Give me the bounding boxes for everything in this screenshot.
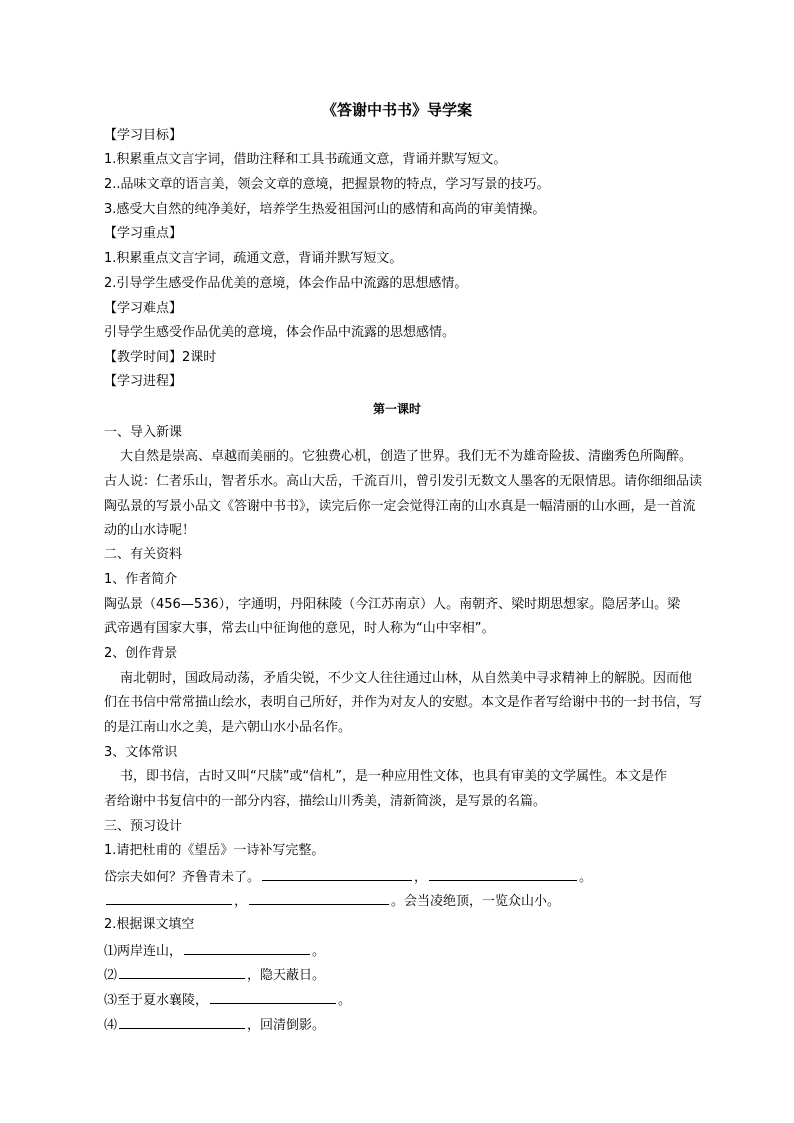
punctuation: 。 [579, 870, 593, 885]
answer-blank[interactable] [210, 990, 336, 1004]
poem-line-2 [104, 891, 560, 911]
poem-text: 岱宗夫如何？齐鲁青未了。 [104, 870, 261, 885]
key-points-heading: 【学习重点】 [104, 226, 183, 241]
fill-item [104, 1015, 325, 1035]
punctuation: ， [414, 870, 428, 885]
key-point-item: 2.引导学生感受作品优美的意境，体会作品中流露的思想感情。 [104, 276, 468, 291]
subsection-heading: 3、文体常识 [104, 745, 178, 760]
fill-suffix: ，隐天蔽日。 [247, 968, 326, 983]
process-heading: 【学习进程】 [104, 374, 183, 389]
answer-blank[interactable] [119, 1015, 245, 1029]
answer-blank[interactable] [106, 891, 232, 905]
difficulty-text: 引导学生感受作品优美的意境，体会作品中流露的思想感情。 [104, 325, 456, 340]
background-line: 南北朝时，国政局动荡，矛盾尖锐，不少文人往往通过山林，从自然美中寻求精神上的解脱。因而他 [120, 671, 693, 686]
poem-text: 。会当凌绝顶，一览众山小。 [391, 894, 561, 909]
subsection-heading: 2、创作背景 [104, 646, 178, 661]
objective-item: 3.感受大自然的纯净美好，培养学生热爱祖国河山的感情和高尚的审美情操。 [104, 202, 546, 217]
author-line: 陶弘景（456—536），字通明，丹阳秣陵（今江苏南京）人。南朝齐、梁时期思想家。隐居茅山。梁 [104, 597, 681, 612]
fill-prefix: ⑵ [104, 968, 118, 983]
objective-item: 2..品味文章的语言美，领会文章的意境，把握景物的特点，学习写景的技巧。 [104, 177, 550, 192]
intro-line: 动的山水诗呢！ [104, 523, 196, 538]
intro-line: 陶弘景的写景小品文《答谢中书书》，读完后你一定会觉得江南的山水真是一幅清丽的山水画，是一首流 [104, 499, 696, 514]
objective-item: 1.积累重点文言字词，借助注释和工具书疏通文意，背诵并默写短文。 [104, 152, 507, 167]
fill-prefix: ⑶至于夏水襄陵， [104, 993, 209, 1008]
subsection-heading: 1、作者简介 [104, 572, 178, 587]
teaching-time: 【教学时间】2课时 [104, 350, 217, 365]
punctuation: ， [234, 894, 248, 909]
objectives-heading: 【学习目标】 [104, 128, 183, 143]
section-heading: 二、有关资料 [104, 547, 183, 562]
section-heading: 三、预习设计 [104, 819, 183, 834]
intro-line: 大自然是崇高、卓越而美丽的。它独费心机，创造了世界。我们无不为雄奇险拔、清幽秀色所陶醉。 [120, 449, 693, 464]
background-line: 们在书信中常常描山绘水，表明自己所好，并作为对友人的安慰。本文是作者写给谢中书的一封书信，写 [104, 695, 703, 710]
question-1: 1.请把杜甫的《望岳》一诗补写完整。 [104, 843, 325, 858]
genre-line: 书，即书信，古时又叫“尺牍”或“信札”，是一种应用性文体，也具有审美的文学属性。本文是作 [120, 769, 667, 784]
answer-blank[interactable] [184, 941, 310, 955]
genre-line: 者给谢中书复信中的一部分内容，描绘山川秀美，清新简淡，是写景的名篇。 [104, 794, 547, 809]
difficulty-heading: 【学习难点】 [104, 301, 183, 316]
intro-line: 古人说：仁者乐山，智者乐水。高山大岳，千流百川，曾引发引无数文人墨客的无限情思。请你细细品读 [104, 474, 703, 489]
background-line: 的是江南山水之美，是六朝山水小品名作。 [104, 720, 352, 735]
fill-suffix: 。 [312, 944, 326, 959]
answer-blank[interactable] [262, 867, 412, 881]
lesson-title: 第一课时 [372, 402, 421, 416]
fill-prefix: ⑷ [104, 1018, 118, 1033]
fill-item [104, 941, 325, 961]
fill-suffix: 。 [338, 993, 352, 1008]
fill-item [104, 965, 325, 985]
answer-blank[interactable] [249, 891, 389, 905]
answer-blank[interactable] [429, 867, 577, 881]
key-point-item: 1.积累重点文言字词，疏通文意，背诵并默写短文。 [104, 251, 403, 266]
fill-prefix: ⑴两岸连山， [104, 944, 183, 959]
page-title: 《答谢中书书》导学案 [321, 101, 472, 119]
poem-line-1 [104, 867, 592, 887]
question-2: 2.根据课文填空 [104, 917, 195, 932]
fill-item [104, 990, 351, 1010]
answer-blank[interactable] [119, 965, 245, 979]
section-heading: 一、导入新课 [104, 425, 183, 440]
author-line: 武帝遇有国家大事，常去山中征询他的意见，时人称为“山中宰相”。 [104, 621, 495, 636]
fill-suffix: ，回清倒影。 [247, 1018, 326, 1033]
